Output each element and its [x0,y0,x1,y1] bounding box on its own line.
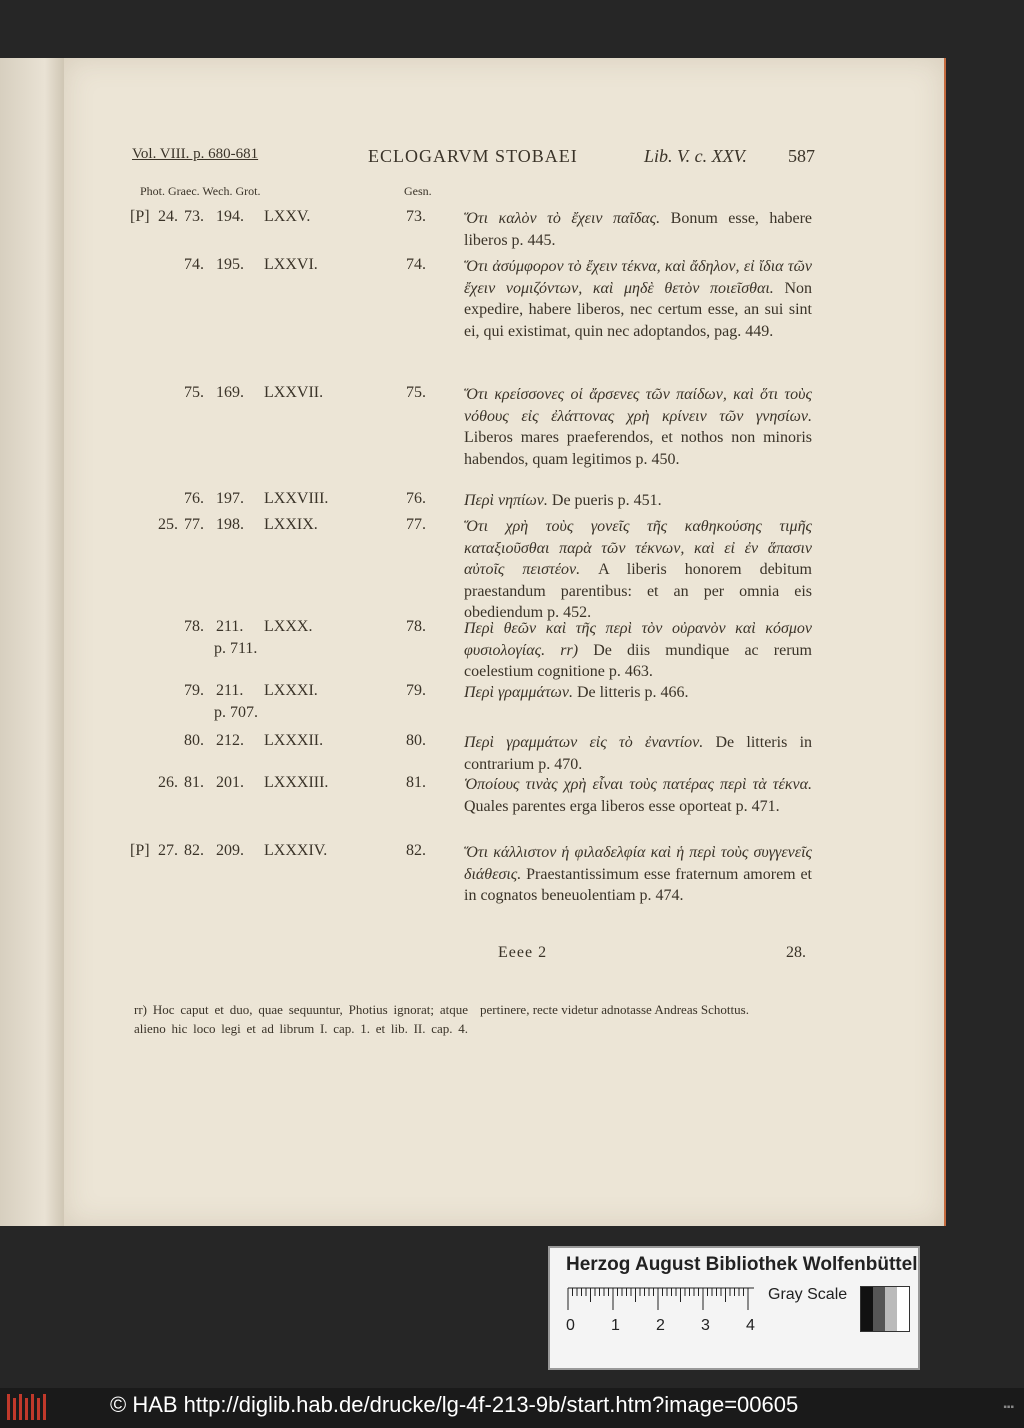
header-volume-ref: Vol. VIII. p. 680-681 [132,146,259,162]
grotius-number: LXXIX. [264,516,318,533]
copyright-url[interactable]: © HAB http://diglib.hab.de/drucke/lg-4f-213-9b/start.htm?image=00605 [110,1392,799,1417]
graec-number: 82. [184,842,204,859]
entry-text [464,732,812,775]
gesner-number: 82. [406,842,426,859]
grotius-number: LXXVII. [264,384,324,401]
grotius-number: LXXVIII. [264,490,329,507]
greek-title: Ὁποίους τινὰς χρὴ εἶναι τοὺς πατέρας περὶ τὰ τέκνα. [464,776,812,793]
graec-number: 73. [184,208,204,225]
gesner-number: 81. [406,774,426,791]
grotius-number: LXXXII. [264,732,324,749]
wechel-page: 195. [216,256,244,273]
grotius-number: LXXVI. [264,256,318,273]
gesner-number: 73. [406,208,426,225]
ruler-number: 1 [611,1317,620,1334]
column-headings: Phot. Graec. Wech. Grot. [140,184,261,198]
ruler-scale [566,1286,756,1336]
grotius-number: LXXXIV. [264,842,328,859]
row-symbol: [P] [130,842,150,859]
latin-translation: Bonum esse, habere liberos p. 445. [464,210,813,249]
graec-number: 79. [184,682,204,699]
column-heading-gesn: Gesn. [404,184,432,198]
grotius-number: LXXXI. [264,682,318,699]
gesner-number: 74. [406,256,426,273]
gesner-number: 80. [406,732,426,749]
hab-logo-icon [6,1392,48,1422]
latin-translation: Quales parentes erga liberos esse oporteat p. 471. [464,797,780,815]
latin-translation: A liberis honorem debitum praestandum parentibus: et an per omnia eis obediendum p. 452. [464,561,813,621]
footer-bar [0,1388,1024,1428]
header-book-chapter: Lib. V. c. XXV. [644,146,747,166]
gray-scale-swatch [860,1286,910,1332]
ruler-number: 2 [656,1317,665,1334]
entry-text [464,842,812,907]
graec-number: 77. [184,516,204,533]
greek-title: Περὶ θεῶν καὶ τῆς περὶ τὸν οὐρανὸν καὶ κόσμον φυσιολογίας. rr) [464,620,812,659]
entry-text [464,490,812,512]
graec-number: 81. [184,774,204,791]
greek-title: Ὅτι κάλλιστον ἡ φιλαδελφία καὶ ἡ περὶ τοὺς συγγενεῖς διάθεσις. [464,844,812,883]
wechel-page: 169. [216,384,244,401]
wechel-page: 198. [216,516,244,533]
entry-text [464,774,812,817]
latin-translation: Praestantissimum esse fraternum amorem et in cognatos beneuolentiam p. 474. [464,865,812,904]
latin-translation: Non expedire, habere liberos, nec certum esse, an sui sint ei, qui existimat, quin nec adoptandos, pag. 449. [464,279,812,340]
photius-number: 27. [158,842,178,859]
wechel-page: 211. [216,618,244,635]
entry-text [464,618,812,683]
book-page [64,58,946,1226]
greek-title: Ὅτι ἀσύμφορον τὸ ἔχειν τέκνα, καὶ ἄδηλον, εἰ ἴδια τῶν ἔχειν νομιζόντων, καὶ μηδὲ θετὸν ποιεῖσθαι. [464,258,812,297]
wechel-page: 209. [216,842,244,859]
ruler-number: 3 [701,1317,710,1334]
gesner-number: 78. [406,618,426,635]
grotius-number: LXXXIII. [264,774,329,791]
greek-title: Περὶ γραμμάτων. [464,684,573,701]
bottom-page-number: 28. [786,944,806,961]
header-page-number: 587 [788,146,815,166]
photius-number: 24. [158,208,178,225]
gesner-number: 79. [406,682,426,699]
latin-translation: De litteris in contrarium p. 470. [464,734,813,773]
signature-mark: Eeee 2 [498,944,548,961]
greek-title: Ὅτι χρὴ τοὺς γονεῖς τῆς καθηκούσης τιμῆς καταξιοῦσθαι παρὰ τῶν τέκνων, καὶ εἰ ἐν ἅπασιν αὐτοῖς πειστέον. [464,518,812,578]
library-name: Herzog August Bibliothek Wolfenbüttel [566,1254,918,1275]
footnote: rr) Hoc caput et duo, quae sequuntur, Photius ignorat; atque alieno hic loco legi et ad librum I. cap. 1. et lib. II. cap. 4. pertinere, recte videtur adnotasse Andreas Schottus. [134,1002,749,1036]
greek-title: Ὅτι καλὸν τὸ ἔχειν παῖδας. [464,210,661,227]
grotius-number: LXXV. [264,208,311,225]
entry-text [464,682,812,704]
ruler-number: 0 [566,1317,575,1334]
footer-marks: ▪▪▪ [1003,1402,1014,1413]
latin-translation: De pueris p. 451. [551,492,662,509]
greek-title: Περὶ γραμμάτων εἰς τὸ ἐναντίον. [464,734,704,751]
photius-number: 25. [158,516,178,533]
graec-number: 74. [184,256,204,273]
graec-number: 76. [184,490,204,507]
graec-number: 75. [184,384,204,401]
grotius-number: LXXX. [264,618,313,635]
entry-text [464,208,812,251]
gray-scale-label: Gray Scale [768,1286,848,1303]
graec-number: 78. [184,618,204,635]
greek-title: Περὶ νηπίων. [464,492,548,509]
wechel-page-sub: p. 711. [214,640,258,657]
wechel-page-sub: p. 707. [214,704,258,721]
latin-translation: De litteris p. 466. [576,684,689,701]
photius-number: 26. [158,774,178,791]
row-symbol: [P] [130,208,150,225]
greek-title: Ὅτι κρείσσονες οἱ ἄρσενες τῶν παίδων, καὶ ὅτι τοὺς νόθους εἰς ἐλάττονας χρὴ κρίνειν τῶν γνησίων. [464,386,812,425]
wechel-page: 197. [216,490,244,507]
wechel-page: 211. [216,682,244,699]
adjacent-page-edge [0,58,64,1226]
gesner-number: 77. [406,516,426,533]
latin-translation: De diis mundique ac rerum coelestium cognitione p. 463. [464,641,812,680]
wechel-page: 194. [216,208,244,225]
ruler-number: 4 [746,1317,755,1334]
library-scale-badge [548,1246,920,1370]
graec-number: 80. [184,732,204,749]
entry-text [464,256,812,342]
entry-text [464,516,812,624]
latin-translation: Liberos mares praeferendos, et nothos non minoris habendos, quam legitimos p. 450. [464,429,812,468]
gesner-number: 75. [406,384,426,401]
entry-text [464,384,812,470]
gesner-number: 76. [406,490,426,507]
wechel-page: 201. [216,774,244,791]
wechel-page: 212. [216,732,244,749]
header-title: ECLOGARVM STOBAEI [368,146,578,166]
